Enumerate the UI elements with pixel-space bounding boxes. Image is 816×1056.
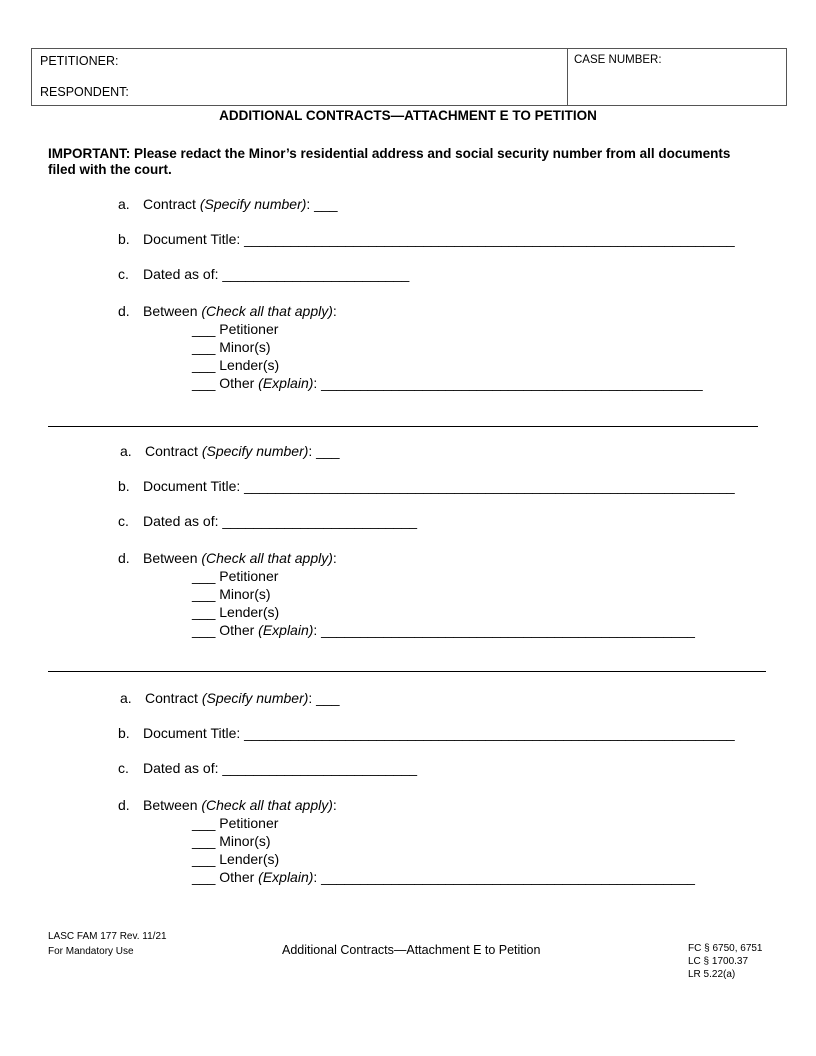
specify-number-hint: (Specify number) xyxy=(199,196,307,212)
option-minors[interactable]: ___ Minor(s) xyxy=(192,833,271,849)
item-d-marker: d. xyxy=(118,303,130,319)
document-title-blank[interactable]: _______________________________________________________________ xyxy=(244,231,735,247)
between-colon: : xyxy=(332,303,337,319)
contract-label: Contract xyxy=(145,443,202,459)
case-number-label: CASE NUMBER: xyxy=(574,54,662,66)
contract-number-line[interactable] xyxy=(143,196,338,212)
check-all-hint: (Check all that apply) xyxy=(201,797,333,813)
check-all-hint: (Check all that apply) xyxy=(201,550,333,566)
option-lenders[interactable]: ___ Lender(s) xyxy=(192,851,280,867)
document-title-blank[interactable]: _______________________________________________________________ xyxy=(244,725,735,741)
option-other[interactable] xyxy=(192,869,695,885)
document-title-label: Document Title: xyxy=(143,725,245,741)
section-separator xyxy=(48,426,758,427)
between-colon: : xyxy=(332,797,337,813)
dated-label: Dated as of: xyxy=(143,760,223,776)
dated-blank[interactable]: _________________________ xyxy=(222,760,418,776)
dated-label: Dated as of: xyxy=(143,266,223,282)
between-label: Between xyxy=(143,797,202,813)
explain-hint: (Explain) xyxy=(258,869,314,885)
item-c-marker: c. xyxy=(118,760,129,776)
dated-line[interactable] xyxy=(143,513,417,529)
other-explain-blank[interactable]: : _________________________________________________ xyxy=(313,375,703,391)
dated-blank[interactable]: ________________________ xyxy=(222,266,410,282)
respondent-label: RESPONDENT: xyxy=(40,85,129,99)
citation-lr: LR 5.22(a) xyxy=(688,969,736,980)
important-notice: IMPORTANT: Please redact the Minor’s residential address and social security number from all documents filed with the court. xyxy=(48,146,731,177)
other-label: ___ Other xyxy=(192,622,259,638)
document-title-line[interactable] xyxy=(143,231,735,247)
citation-lc: LC § 1700.37 xyxy=(688,956,749,967)
dated-blank[interactable]: _________________________ xyxy=(222,513,418,529)
option-other[interactable] xyxy=(192,375,703,391)
item-d-marker: d. xyxy=(118,550,130,566)
item-b-marker: b. xyxy=(118,725,130,741)
dated-line[interactable] xyxy=(143,266,409,282)
page-title: ADDITIONAL CONTRACTS—ATTACHMENT E TO PETITION xyxy=(219,108,597,123)
dated-line[interactable] xyxy=(143,760,417,776)
form-id: LASC FAM 177 Rev. 11/21 xyxy=(48,931,167,942)
between-label: Between xyxy=(143,303,202,319)
between-colon: : xyxy=(332,550,337,566)
mandatory-use: For Mandatory Use xyxy=(48,946,134,957)
contract-number-blank[interactable]: : ___ xyxy=(308,443,340,459)
option-petitioner[interactable]: ___ Petitioner xyxy=(192,321,279,337)
option-lenders[interactable]: ___ Lender(s) xyxy=(192,604,280,620)
item-a-marker: a. xyxy=(120,690,132,706)
citation-fc: FC § 6750, 6751 xyxy=(688,943,763,954)
between-label: Between xyxy=(143,550,202,566)
explain-hint: (Explain) xyxy=(258,375,314,391)
contract-number-line[interactable] xyxy=(145,690,340,706)
option-lenders[interactable]: ___ Lender(s) xyxy=(192,357,280,373)
specify-number-hint: (Specify number) xyxy=(201,443,309,459)
item-b-marker: b. xyxy=(118,231,130,247)
check-all-hint: (Check all that apply) xyxy=(201,303,333,319)
item-a-marker: a. xyxy=(118,196,130,212)
item-a-marker: a. xyxy=(120,443,132,459)
contract-number-line[interactable] xyxy=(145,443,340,459)
option-petitioner[interactable]: ___ Petitioner xyxy=(192,568,279,584)
between-line xyxy=(143,303,337,319)
contract-number-blank[interactable]: : ___ xyxy=(306,196,338,212)
document-title-line[interactable] xyxy=(143,478,735,494)
item-c-marker: c. xyxy=(118,266,129,282)
item-b-marker: b. xyxy=(118,478,130,494)
document-title-label: Document Title: xyxy=(143,478,245,494)
option-petitioner[interactable]: ___ Petitioner xyxy=(192,815,279,831)
option-minors[interactable]: ___ Minor(s) xyxy=(192,586,271,602)
document-title-line[interactable] xyxy=(143,725,735,741)
between-line xyxy=(143,550,337,566)
dated-label: Dated as of: xyxy=(143,513,223,529)
petitioner-label: PETITIONER: xyxy=(40,54,119,68)
explain-hint: (Explain) xyxy=(258,622,314,638)
caption-box xyxy=(31,48,787,106)
option-minors[interactable]: ___ Minor(s) xyxy=(192,339,271,355)
caption-divider xyxy=(567,49,568,105)
item-d-marker: d. xyxy=(118,797,130,813)
contract-label: Contract xyxy=(145,690,202,706)
between-line xyxy=(143,797,337,813)
other-explain-blank[interactable]: : ________________________________________________ xyxy=(313,869,695,885)
contract-number-blank[interactable]: : ___ xyxy=(308,690,340,706)
contract-label: Contract xyxy=(143,196,200,212)
document-title-label: Document Title: xyxy=(143,231,245,247)
specify-number-hint: (Specify number) xyxy=(201,690,309,706)
other-label: ___ Other xyxy=(192,869,259,885)
document-title-blank[interactable]: _______________________________________________________________ xyxy=(244,478,735,494)
other-explain-blank[interactable]: : ________________________________________________ xyxy=(313,622,695,638)
other-label: ___ Other xyxy=(192,375,259,391)
section-separator xyxy=(48,671,766,672)
item-c-marker: c. xyxy=(118,513,129,529)
footer-title: Additional Contracts—Attachment E to Petition xyxy=(282,943,541,957)
option-other[interactable] xyxy=(192,622,695,638)
